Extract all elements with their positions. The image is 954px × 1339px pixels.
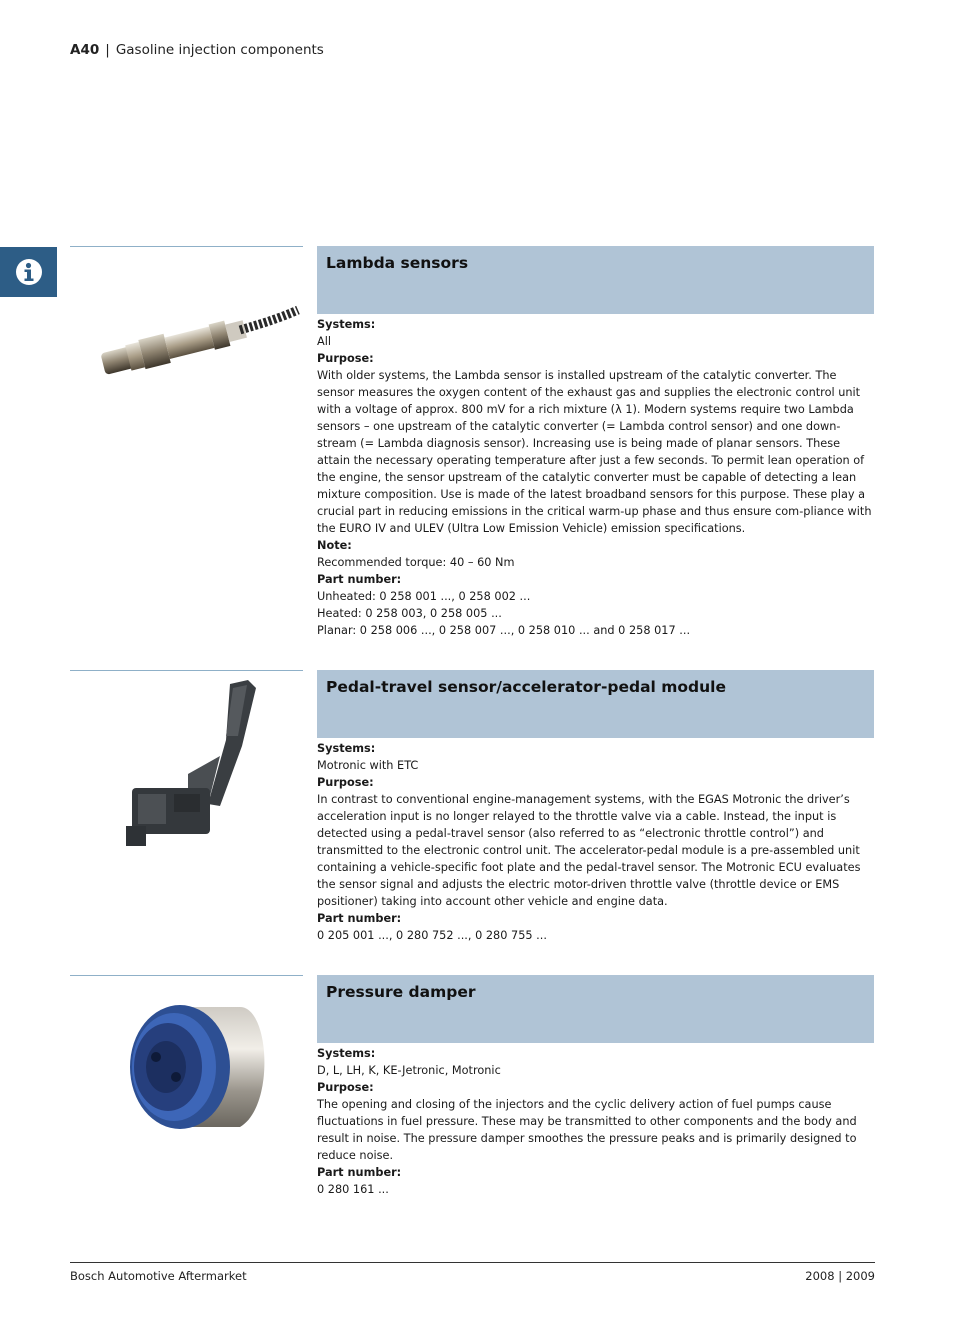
purpose-text: In contrast to conventional engine-management systems, with the EGAS Motronic the driver’s acceleration input is no longer relayed to the throttle valve via a cable. Instead, the input is detected using a pedal-travel sensor (also referred to as “electronic throttle control”) and transmitted to the electronic control unit. The accelerator-pedal module is a pre-assembled unit containing a vehicle-specific foot plate and the pedal-travel sensor. The Motronic ECU evaluates the sensor signal and adjusts the electric motor-driven throttle valve (throttle device or EMS positioner) taking into account other vehicle and engine data. <box>317 793 861 908</box>
image-divider <box>70 975 303 976</box>
systems-label: Systems: <box>317 318 376 331</box>
purpose-label: Purpose: <box>317 1081 374 1094</box>
page-number: A40 <box>70 42 100 58</box>
section-body <box>317 1045 874 1198</box>
info-tab <box>0 247 57 297</box>
note-label: Note: <box>317 539 352 552</box>
part-number-label: Part number: <box>317 573 402 586</box>
footer-years: 2008 | 2009 <box>805 1269 875 1283</box>
systems-value: Motronic with ETC <box>317 759 419 772</box>
purpose-label: Purpose: <box>317 352 374 365</box>
part-number-label: Part number: <box>317 1166 402 1179</box>
footer-divider <box>70 1262 875 1263</box>
page-header <box>70 42 324 58</box>
image-divider <box>70 670 303 671</box>
purpose-text: With older systems, the Lambda sensor is installed upstream of the catalytic converter. The sensor measures the oxygen content of the exhaust gas and supplies the electronic control unit with a voltage of approx. 800 mV for a rich mixture (λ 1). Modern systems require two Lambda sensors – one upstream of the catalytic converter (= Lambda control sensor) and one down-stream (= Lambda diagnosis sensor). Increasing use is being made of planar sensors. These attain the necessary operating temperature after just a few seconds. To permit lean operation of the engine, the sensor upstream of the catalytic converter must be capable of detecting a lean mixture composition. Use is made of the latest broadband sensors for this purpose. These play a crucial part in reducing emissions in the critical warm-up phase and thus ensure com-pliance with the EURO IV and ULEV (Ultra Low Emission Vehicle) emission specifications. <box>317 369 872 535</box>
section-title: Lambda sensors <box>326 254 469 272</box>
header-separator: | <box>105 42 110 58</box>
part-number-item: 0 280 161 ... <box>317 1183 389 1196</box>
section-title-bar <box>317 975 874 1043</box>
lambda-sensor-image <box>70 252 303 416</box>
part-number-item: Unheated: 0 258 001 ..., 0 258 002 ... <box>317 590 531 603</box>
systems-value: D, L, LH, K, KE-Jetronic, Motronic <box>317 1064 501 1077</box>
section-title: Pressure damper <box>326 983 476 1001</box>
systems-value: All <box>317 335 332 348</box>
systems-label: Systems: <box>317 742 376 755</box>
header-title: Gasoline injection components <box>115 42 324 58</box>
section-title-bar <box>317 670 874 738</box>
purpose-label: Purpose: <box>317 776 374 789</box>
systems-label: Systems: <box>317 1047 376 1060</box>
part-number-item: Heated: 0 258 003, 0 258 005 ... <box>317 607 502 620</box>
pressure-damper-image <box>70 981 303 1145</box>
pedal-module-image <box>70 676 303 860</box>
purpose-text: The opening and closing of the injectors and the cyclic delivery action of fuel pumps cause fluctuations in fuel pressure. These may be transmitted to other components and the body and result in noise. The pressure damper smoothes the pressure peaks and is primarily designed to reduce noise. <box>317 1098 857 1162</box>
part-number-label: Part number: <box>317 912 402 925</box>
section-body <box>317 316 874 639</box>
note-text: Recommended torque: 40 – 60 Nm <box>317 556 515 569</box>
section-title: Pedal-travel sensor/accelerator-pedal module <box>326 678 727 696</box>
info-icon <box>15 258 43 286</box>
section-body <box>317 740 874 944</box>
section-title-bar <box>317 246 874 314</box>
image-divider <box>70 246 303 247</box>
part-number-item: 0 205 001 ..., 0 280 752 ..., 0 280 755 ... <box>317 929 547 942</box>
part-number-item: Planar: 0 258 006 ..., 0 258 007 ..., 0 258 010 ... and 0 258 017 ... <box>317 624 691 637</box>
footer-publisher: Bosch Automotive Aftermarket <box>70 1269 247 1283</box>
